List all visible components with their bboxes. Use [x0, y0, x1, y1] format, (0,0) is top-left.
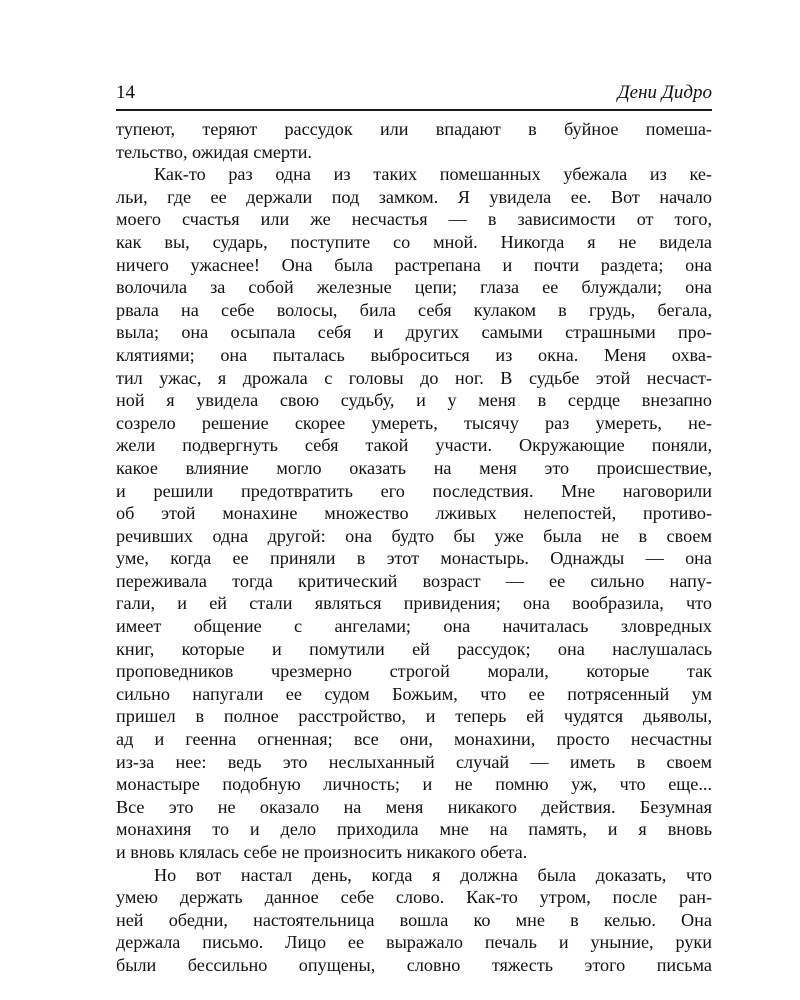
text-line: ней обедни, настоятельница вошла ко мне в келью. Она	[116, 909, 712, 930]
text-line: уме, когда ее приняли в этот монастырь. Однажды — она	[116, 548, 712, 569]
page-number: 14	[116, 82, 135, 103]
text-line: проповедников чрезмерно строгой морали, которые так	[116, 661, 712, 682]
text-line: тельство, ожидая смерти.	[116, 141, 312, 162]
text-line: какое влияние могло оказать на меня это происшествие,	[116, 457, 712, 478]
text-line: рвала на себе волосы, била себя кулаком в грудь, бегала,	[116, 299, 712, 320]
text-line: и вновь клялась себе не произносить никакого обета.	[116, 842, 528, 862]
text-line: были бессильно опущены, словно тяжесть этого письма	[116, 954, 712, 975]
text-line: из-за нее: ведь это неслыханный случай — иметь в своем	[116, 751, 712, 772]
text-line: монахиня то и дело приходила мне на память, и я вновь	[116, 819, 712, 840]
text-line: Все это не оказало на меня никакого действия. Безумная	[116, 796, 712, 817]
text-line: переживала тогда критический возраст — ее сильно напу-	[116, 570, 712, 591]
text-line: и решили предотвратить его последствия. Мне наговорили	[116, 480, 712, 501]
text-line: сильно напугали ее судом Божьим, что ее потрясенный ум	[116, 683, 712, 704]
body-text	[116, 118, 712, 977]
text-line: выла; она осыпала себя и других самыми страшными про-	[116, 322, 712, 343]
text-line: клятиями; она пыталась выброситься из окна. Меня охва-	[116, 344, 712, 365]
text-line: пришел в полное расстройство, и теперь ей чудятся дьяволы,	[116, 706, 712, 727]
text-line: тупеют, теряют рассудок или впадают в буйное помеша-	[116, 119, 712, 139]
text-line: ничего ужаснее! Она была растрепана и почти раздета; она	[116, 254, 712, 275]
text-line: созрело решение скорее умереть, тысячу раз умереть, не-	[116, 412, 712, 433]
running-head	[116, 80, 712, 108]
text-line: моего счастья или же несчастья — в зависимости от того,	[116, 209, 712, 230]
text-line: речивших одна другой: она будто бы уже была не в своем	[116, 525, 712, 546]
text-line: тил ужас, я дрожала с головы до ног. В судьбе этой несчаст-	[116, 367, 712, 388]
running-title: Дени Дидро	[617, 82, 712, 103]
text-line: Но вот настал день, когда я должна была доказать, что	[154, 864, 712, 885]
text-line: монастыре подобную личность; и не помню уж, что еще...	[116, 774, 712, 795]
text-line: умею держать данное себе слово. Как-то утром, после ран-	[116, 887, 712, 908]
text-line: льи, где ее держали под замком. Я увидела ее. Вот начало	[116, 186, 712, 207]
text-line: Как-то раз одна из таких помешанных убежала из ке-	[154, 164, 712, 185]
text-line: гали, и ей стали являться привидения; она вообразила, что	[116, 593, 712, 614]
text-line: об этой монахине множество лживых нелепостей, противо-	[116, 503, 712, 524]
text-line: как вы, сударь, поступите со мной. Никогда я не видела	[116, 231, 712, 252]
text-line: имеет общение с ангелами; она начиталась зловредных	[116, 616, 712, 637]
text-line: волочила за собой железные цепи; глаза ее блуждали; она	[116, 277, 712, 298]
header-rule	[116, 109, 712, 111]
text-line: книг, которые и помутили ей рассудок; она наслушалась	[116, 638, 712, 659]
text-line: ад и геенна огненная; все они, монахини, просто несчастны	[116, 729, 712, 750]
text-line: держала письмо. Лицо ее выражало печаль и уныние, руки	[116, 932, 712, 953]
text-line: жели подвергнуть себя такой участи. Окружающие поняли,	[116, 435, 712, 456]
text-line: ной я увидела свою судьбу, и у меня в сердце внезапно	[116, 390, 712, 411]
